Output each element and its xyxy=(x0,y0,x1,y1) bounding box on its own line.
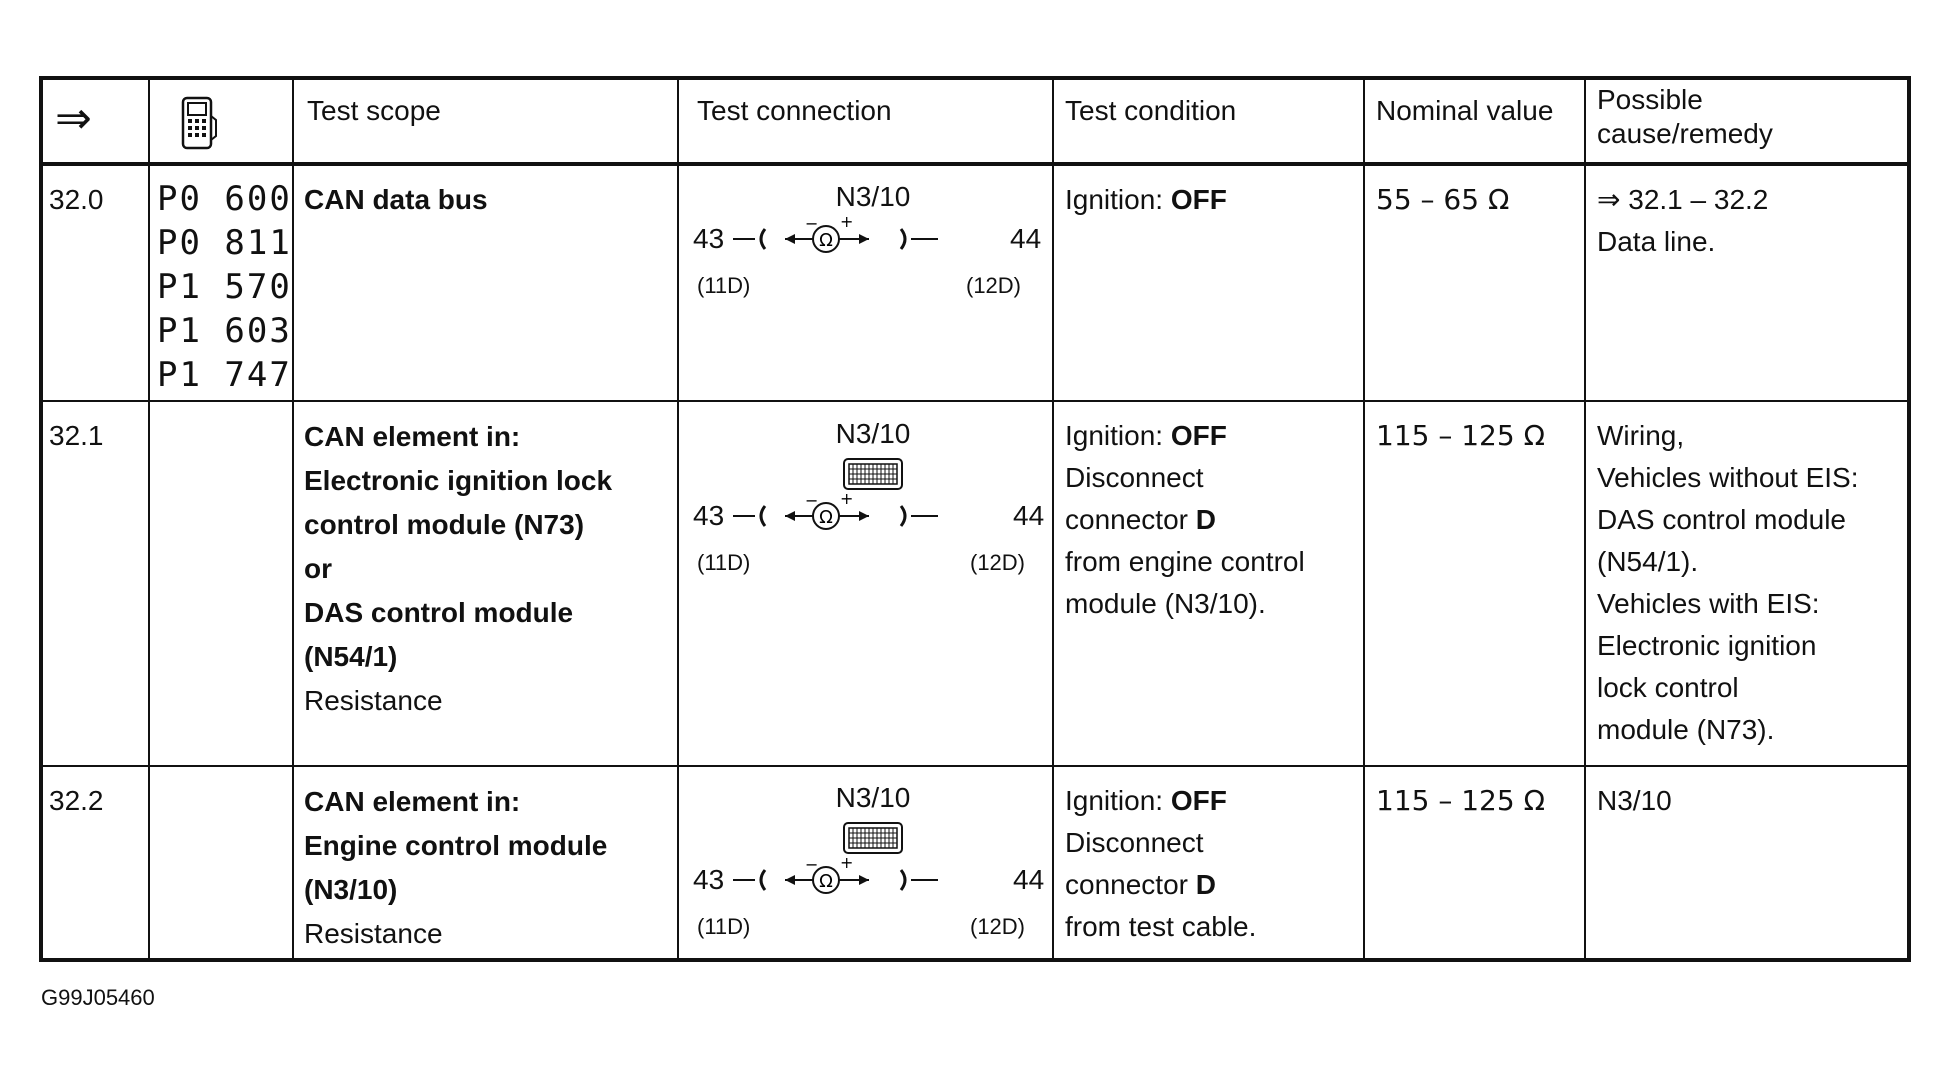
header-test-condition: Test condition xyxy=(1065,95,1237,126)
ohmmeter-icon xyxy=(733,494,1003,534)
condition-line xyxy=(1065,780,1256,822)
step-number: 32.0 xyxy=(49,184,104,215)
condition-line xyxy=(1065,499,1305,541)
pin-left: 43 xyxy=(693,500,725,531)
scope-line: Engine control module xyxy=(304,830,608,861)
step-number: 32.2 xyxy=(49,785,104,816)
test-scope: CAN data bus xyxy=(304,184,488,215)
cause-line: module (N73). xyxy=(1597,714,1775,745)
step-number: 32.1 xyxy=(49,420,104,451)
condition-line xyxy=(1065,864,1256,906)
cause-remedy xyxy=(1597,780,1672,822)
condition-value: D xyxy=(1195,504,1216,535)
module-label: N3/10 xyxy=(835,782,911,813)
condition-line xyxy=(1065,415,1305,457)
cause-line: Wiring, xyxy=(1597,420,1685,451)
diagnostic-tester-icon xyxy=(179,96,219,150)
column-divider xyxy=(292,80,294,958)
test-connection-diagram xyxy=(693,782,1053,962)
pin-right-sub: (12D) xyxy=(970,550,1026,575)
condition-label: Ignition: xyxy=(1065,785,1164,816)
scope-line: DAS control module xyxy=(304,597,574,628)
cause-line: N3/10 xyxy=(1597,785,1672,816)
fault-code: P1 570 xyxy=(157,267,292,307)
ohmmeter-icon xyxy=(733,858,1003,898)
column-divider xyxy=(1584,80,1586,958)
fault-code: P0 811 xyxy=(157,223,292,263)
svg-text:Ω: Ω xyxy=(819,230,833,251)
test-condition xyxy=(1065,780,1256,948)
condition-value: OFF xyxy=(1170,420,1227,451)
figure-id: G99J05460 xyxy=(41,985,155,1010)
cause-line: Vehicles with EIS: xyxy=(1597,588,1820,619)
fault-code: P1 747 xyxy=(157,355,292,395)
scope-line: (N3/10) xyxy=(304,874,398,905)
fault-code: P0 600 xyxy=(157,179,292,219)
scope-line: (N54/1) xyxy=(304,641,398,672)
pin-left-sub: (11D) xyxy=(697,914,751,939)
ohmmeter-icon xyxy=(733,217,1003,257)
fault-code: P1 603 xyxy=(157,311,292,351)
test-table xyxy=(39,76,1911,962)
header-test-connection: Test connection xyxy=(697,95,892,126)
condition-value: OFF xyxy=(1170,785,1227,816)
header-arrow: ⇒ xyxy=(55,94,92,143)
column-divider xyxy=(1363,80,1365,958)
svg-text:Ω: Ω xyxy=(819,871,833,892)
row-divider xyxy=(43,765,1907,767)
scope-line: CAN element in: xyxy=(304,421,521,452)
condition-label: Ignition: xyxy=(1065,184,1164,215)
svg-text:+: + xyxy=(840,494,854,508)
header-cause-line: Possible xyxy=(1597,84,1703,115)
cause-line: DAS control module xyxy=(1597,504,1847,535)
scope-line: or xyxy=(304,553,332,584)
scope-line: Resistance xyxy=(304,918,443,949)
svg-text:−: − xyxy=(805,494,819,510)
connector-icon xyxy=(843,458,905,492)
nominal-value: 55 – 65 Ω xyxy=(1376,183,1510,216)
fault-code-list xyxy=(157,177,292,397)
condition-line: from engine control xyxy=(1065,546,1305,577)
test-condition xyxy=(1065,179,1227,221)
svg-text:+: + xyxy=(840,217,854,231)
nominal-value: 115 – 125 Ω xyxy=(1376,784,1545,817)
test-condition xyxy=(1065,415,1305,625)
pin-right: 44 xyxy=(1013,864,1045,895)
cause-remedy xyxy=(1597,415,1858,751)
nominal-value: 115 – 125 Ω xyxy=(1376,419,1545,452)
cause-line: lock control xyxy=(1597,672,1739,703)
pin-right: 44 xyxy=(1013,500,1045,531)
cause-line: Vehicles without EIS: xyxy=(1597,462,1859,493)
condition-label: connector xyxy=(1065,869,1188,900)
svg-text:+: + xyxy=(840,858,854,872)
svg-text:−: − xyxy=(805,858,819,874)
condition-label: Ignition: xyxy=(1065,420,1164,451)
condition-label: connector xyxy=(1065,504,1188,535)
cause-remedy xyxy=(1597,179,1768,263)
pin-left: 43 xyxy=(693,223,725,254)
test-scope xyxy=(304,415,612,723)
condition-line: module (N3/10). xyxy=(1065,588,1266,619)
condition-line: Disconnect xyxy=(1065,827,1204,858)
pin-left: 43 xyxy=(693,864,725,895)
svg-text:Ω: Ω xyxy=(819,507,833,528)
header-cause-remedy xyxy=(1597,83,1773,151)
test-scope xyxy=(304,780,607,956)
pin-right: 44 xyxy=(1010,223,1042,254)
condition-line: Disconnect xyxy=(1065,462,1204,493)
column-divider xyxy=(148,80,150,958)
svg-text:−: − xyxy=(805,217,819,233)
cause-line: Data line. xyxy=(1597,226,1716,257)
pin-right-sub: (12D) xyxy=(966,273,1022,298)
module-label: N3/10 xyxy=(835,418,911,449)
header-divider xyxy=(43,162,1907,166)
scope-line: control module (N73) xyxy=(304,509,585,540)
scope-line: CAN element in: xyxy=(304,786,521,817)
test-connection-diagram xyxy=(693,181,1053,341)
cause-line: Electronic ignition xyxy=(1597,630,1817,661)
pin-left-sub: (11D) xyxy=(697,273,751,298)
cause-line: (N54/1). xyxy=(1597,546,1699,577)
scope-line: Electronic ignition lock xyxy=(304,465,613,496)
cause-line: ⇒ 32.1 – 32.2 xyxy=(1597,184,1769,215)
connector-icon xyxy=(843,822,905,856)
test-connection-diagram xyxy=(693,418,1053,618)
header-cause-line: cause/remedy xyxy=(1597,118,1773,149)
row-divider xyxy=(43,400,1907,402)
condition-line: from test cable. xyxy=(1065,911,1257,942)
header-test-scope: Test scope xyxy=(307,95,441,126)
column-divider xyxy=(677,80,679,958)
condition-value: OFF xyxy=(1170,184,1227,215)
pin-right-sub: (12D) xyxy=(970,914,1026,939)
module-label: N3/10 xyxy=(835,181,911,212)
pin-left-sub: (11D) xyxy=(697,550,751,575)
scope-line: Resistance xyxy=(304,685,443,716)
header-nominal-value: Nominal value xyxy=(1376,95,1554,126)
condition-value: D xyxy=(1195,869,1216,900)
